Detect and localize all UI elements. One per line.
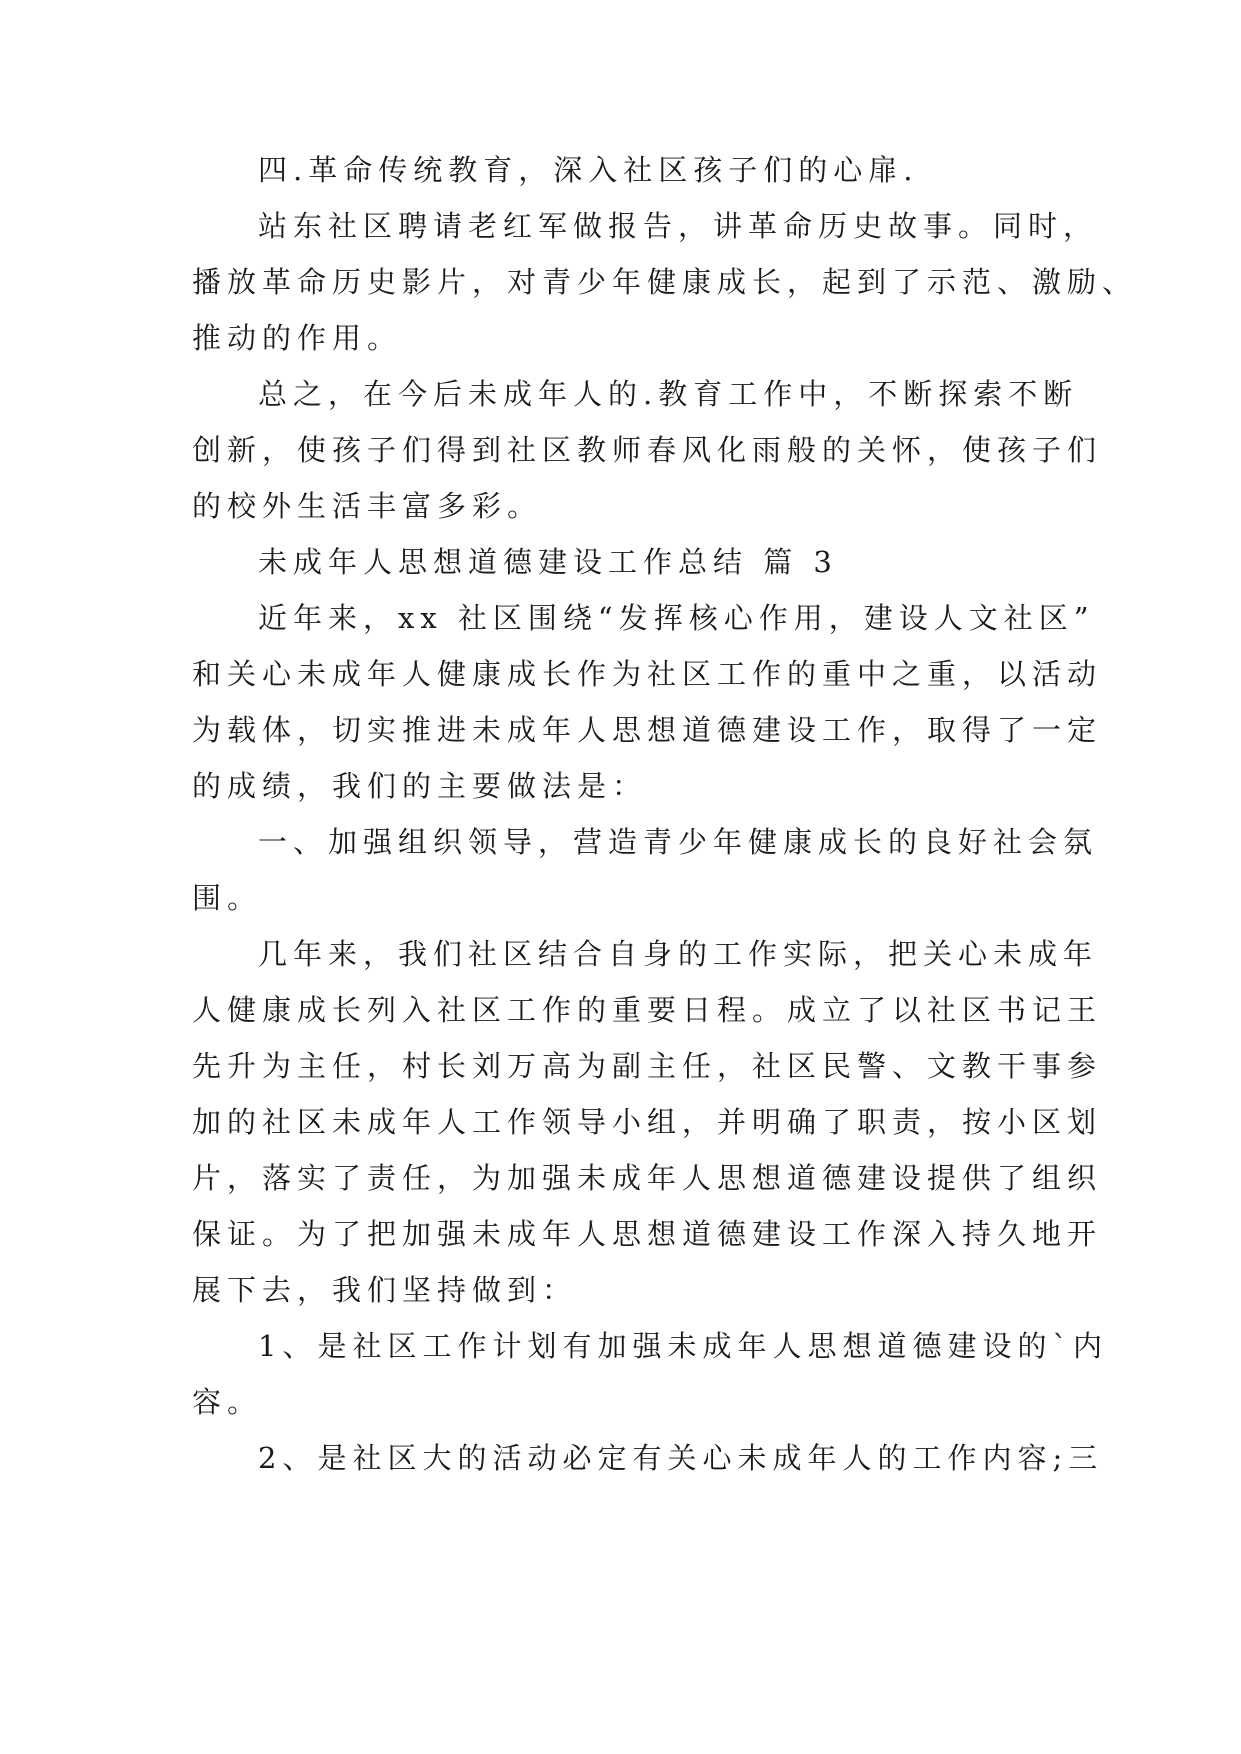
paragraph-line: 四.革命传统教育，深入社区孩子们的心扉. — [258, 153, 919, 187]
paragraph-line: 一、加强组织领导，营造青少年健康成长的良好社会氛 — [258, 825, 1099, 859]
paragraph-line: 和关心未成年人健康成长作为社区工作的重中之重，以活动 — [192, 657, 1103, 691]
paragraph-line: 展下去，我们坚持做到： — [192, 1273, 578, 1307]
section-heading: 未成年人思想道德建设工作总结 篇 3 — [258, 545, 838, 579]
paragraph-line: 先升为主任，村长刘万高为副主任，社区民警、文教干事参 — [192, 1049, 1103, 1083]
paragraph-line: 容。 — [192, 1385, 263, 1419]
paragraph-line: 几年来，我们社区结合自身的工作实际，把关心未成年 — [258, 937, 1099, 971]
paragraph-line: 总之，在今后未成年人的.教育工作中，不断探索不断 — [258, 377, 1079, 411]
paragraph-line: 的成绩，我们的主要做法是： — [192, 769, 648, 803]
paragraph-line: 近年来，xx 社区围绕“发挥核心作用，建设人文社区” — [258, 601, 1095, 635]
paragraph-line: 创新，使孩子们得到社区教师春风化雨般的关怀，使孩子们 — [192, 433, 1103, 467]
paragraph-line: 片，落实了责任，为加强未成年人思想道德建设提供了组织 — [192, 1161, 1103, 1195]
paragraph-line: 1、是社区工作计划有加强未成年人思想道德建设的`内 — [258, 1329, 1108, 1363]
paragraph-line: 站东社区聘请老红军做报告，讲革命历史故事。同时， — [258, 209, 1099, 243]
paragraph-line: 的校外生活丰富多彩。 — [192, 489, 543, 523]
paragraph-line: 人健康成长列入社区工作的重要日程。成立了以社区书记王 — [192, 993, 1103, 1027]
paragraph-line: 加的社区未成年人工作领导小组，并明确了职责，按小区划 — [192, 1105, 1103, 1139]
paragraph-line: 推动的作用。 — [192, 321, 403, 355]
paragraph-line: 围。 — [192, 881, 263, 915]
paragraph-line: 2、是社区大的活动必定有关心未成年人的工作内容;三 — [258, 1441, 1104, 1475]
paragraph-line: 为载体，切实推进未成年人思想道德建设工作，取得了一定 — [192, 713, 1103, 747]
paragraph-line: 播放革命历史影片，对青少年健康成长，起到了示范、激励、 — [192, 265, 1138, 299]
paragraph-line: 保证。为了把加强未成年人思想道德建设工作深入持久地开 — [192, 1217, 1103, 1251]
